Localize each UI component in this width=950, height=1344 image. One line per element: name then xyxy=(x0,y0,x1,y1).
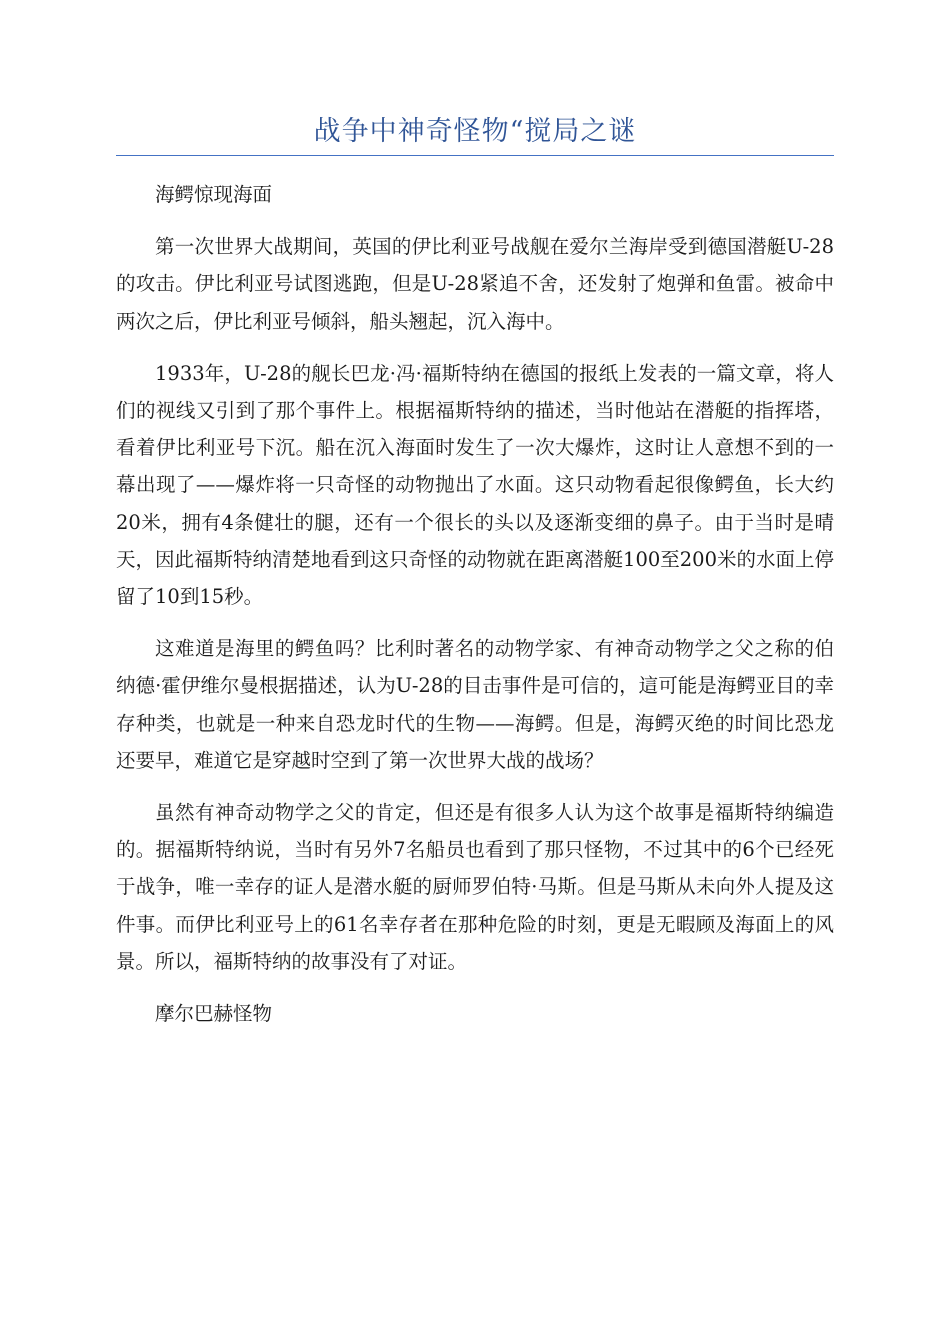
paragraph-2: 1933年，U-28的舰长巴龙·冯·福斯特纳在德国的报纸上发表的一篇文章，将人们的视线又引到了那个事件上。根据福斯特纳的描述，当时他站在潜艇的指挥塔，看着伊比利亚号下沉。船在沉入海面时发生了一次大爆炸，这时让人意想不到的一幕出现了——爆炸将一只奇怪的动物抛出了水面。这只动物看起很像鳄鱼，长大约20米，拥有4条健壮的腿，还有一个很长的头以及逐渐变细的鼻子。由于当时是晴天，因此福斯特纳清楚地看到这只奇怪的动物就在距离潜艇100至200米的水面上停留了10到15秒。 xyxy=(116,361,834,609)
paragraph-4: 虽然有神奇动物学之父的肯定，但还是有很多人认为这个故事是福斯特纳编造的。据福斯特纳说，当时有另外7名船员也看到了那只怪物，不过其中的6个已经死于战争，唯一幸存的证人是潜水艇的厨师罗伯特·马斯。但是马斯从未向外人提及这件事。而伊比利亚号上的61名幸存者在那种危险的时刻，更是无暇顾及海面上的风景。所以，福斯特纳的故事没有了对证。 xyxy=(116,801,834,973)
paragraph-3: 这难道是海里的鳄鱼吗？比利时著名的动物学家、有神奇动物学之父之称的伯纳德·霍伊维尔曼根据描述，认为U-28的目击事件是可信的，這可能是海鳄亚目的幸存种类，也就是一种来自恐龙时代的生物——海鳄。但是，海鳄灭绝的时间比恐龙还要早，难道它是穿越时空到了第一次世界大战的战场？ xyxy=(116,637,834,772)
document-body xyxy=(116,176,834,1047)
paragraph-1: 第一次世界大战期间，英国的伊比利亚号战舰在爱尔兰海岸受到德国潜艇U-28的攻击。伊比利亚号试图逃跑，但是U-28紧追不舍，还发射了炮弹和鱼雷。被命中两次之后，伊比利亚号倾斜，船头翘起，沉入海中。 xyxy=(116,235,834,333)
section-heading-morbach-monster: 摩尔巴赫怪物 xyxy=(155,1002,273,1026)
document-title: 战争中神奇怪物“搅局之谜 xyxy=(313,116,637,147)
title-underline xyxy=(116,155,834,156)
section-heading-sea-crocodile: 海鳄惊现海面 xyxy=(155,183,273,206)
